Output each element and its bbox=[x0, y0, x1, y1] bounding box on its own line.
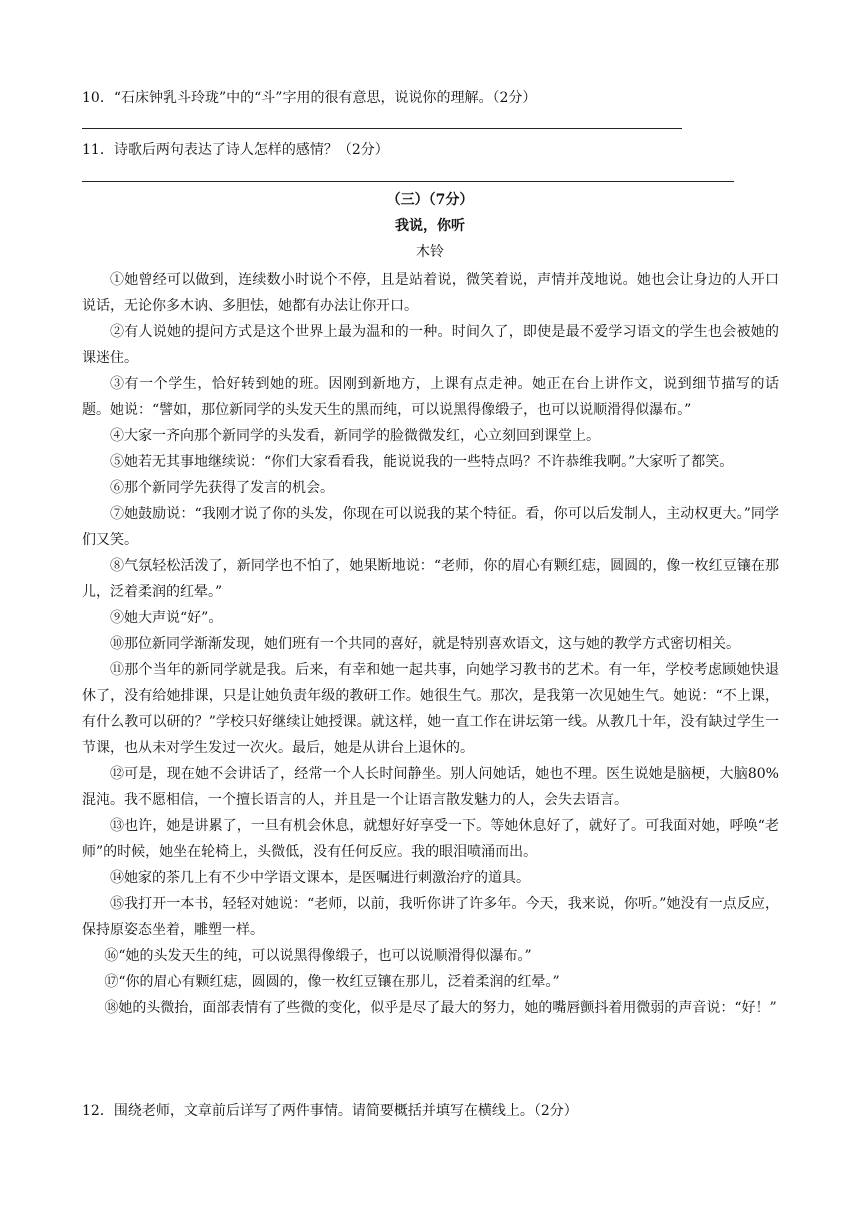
answer-line-11[interactable] bbox=[82, 181, 734, 182]
paragraph-13: ⑬也许，她是讲累了，一旦有机会休息，就想好好享受一下。等她休息好了，就好了。可我面对她，呼唤“老师”的时候，她坐在轮椅上，头微低，没有任何反应。我的眼泪喷涌而出。 bbox=[82, 818, 779, 860]
question-11: 11．诗歌后两句表达了诗人怎样的感情？（2分） bbox=[82, 142, 389, 158]
paragraph-8: ⑧气氛轻松活泼了，新同学也不怕了，她果断地说：“老师，你的眉心有颗红痣，圆圆的，像一枚红豆镶在那儿，泛着柔润的红晕。” bbox=[82, 558, 779, 600]
paragraph-11: ⑪那个当年的新同学就是我。后来，有幸和她一起共事，向她学习教书的艺术。有一年，学校考虑顾她快退休了，没有给她排课，只是让她负责年级的教研工作。她很生气。那次，是我第一次见她生气。她说：“不上课，有什么教可以研的？”学校只好继续让她授课。就这样，她一直工作在讲坛第一线。从教几十年，没有缺过学生一节课，也从未对学生发过一次火。最后，她是从讲台上退休的。 bbox=[82, 662, 779, 756]
paragraph-3: ③有一个学生，恰好转到她的班。因刚到新地方，上课有点走神。她正在台上讲作文，说到细节描写的话题。她说：“譬如，那位新同学的头发天生的黑而纯，可以说黑得像缎子，也可以说顺滑得似瀑布。” bbox=[82, 376, 779, 418]
paragraph-6: ⑥那个新同学先获得了发言的机会。 bbox=[110, 480, 334, 496]
article-body bbox=[82, 267, 779, 1021]
question-12: 12．围绕老师，文章前后详写了两件事情。请简要概括并填写在横线上。（2分） bbox=[82, 1103, 578, 1119]
paragraph-14: ⑭她家的茶几上有不少中学语文课本，是医嘱进行刺激治疗的道具。 bbox=[110, 870, 530, 886]
article-title: 我说，你听 bbox=[395, 218, 465, 234]
paragraph-9: ⑨她大声说“好”。 bbox=[110, 610, 223, 626]
paragraph-5: ⑤她若无其事地继续说：“你们大家看看我，能说说我的一些特点吗？不许恭维我啊。”大家听了都笑。 bbox=[110, 454, 734, 470]
question-10: 10．“石床钟乳斗玲珑”中的“斗”字用的很有意思，说说你的理解。（2分） bbox=[82, 90, 537, 106]
paragraph-7: ⑦她鼓励说：“我刚才说了你的头发，你现在可以说我的某个特征。看，你可以后发制人，主动权更大。”同学们又笑。 bbox=[82, 506, 779, 548]
paragraph-17: ⑰“你的眉心有颗红痣，圆圆的，像一枚红豆镶在那儿，泛着柔润的红晕。” bbox=[104, 974, 560, 990]
paragraph-12: ⑫可是，现在她不会讲话了，经常一个人长时间静坐。别人问她话，她也不理。医生说她是脑梗，大脑80%混沌。我不愿相信，一个擅长语言的人，并且是一个让语言散发魅力的人，会失去语言。 bbox=[82, 766, 779, 808]
article-author: 木铃 bbox=[416, 244, 444, 260]
answer-line-10[interactable] bbox=[82, 128, 682, 129]
paragraph-2: ②有人说她的提问方式是这个世界上最为温和的一种。时间久了，即使是最不爱学习语文的学生也会被她的课迷住。 bbox=[82, 324, 779, 366]
paragraph-4: ④大家一齐向那个新同学的头发看，新同学的脸微微发红，心立刻回到课堂上。 bbox=[110, 428, 600, 444]
paragraph-18: ⑱她的头微抬，面部表情有了些微的变化，似乎是尽了最大的努力，她的嘴唇颤抖着用微弱的声音说：“好！” bbox=[104, 1000, 777, 1016]
paragraph-15: ⑮我打开一本书，轻轻对她说：“老师，以前，我听你讲了许多年。今天，我来说，你听。”她没有一点反应，保持原姿态坐着，雕塑一样。 bbox=[82, 896, 779, 938]
paragraph-16: ⑯“她的头发天生的纯，可以说黑得像缎子，也可以说顺滑得似瀑布。” bbox=[104, 948, 532, 964]
paragraph-1: ①她曾经可以做到，连续数小时说个不停，且是站着说，微笑着说，声情并茂地说。她也会让身边的人开口说话，无论你多木讷、多胆怯，她都有办法让你开口。 bbox=[82, 272, 779, 314]
section-heading: （三）（7分） bbox=[386, 192, 474, 208]
paragraph-10: ⑩那位新同学渐渐发现，她们班有一个共同的喜好，就是特别喜欢语文，这与她的教学方式密切相关。 bbox=[110, 636, 740, 652]
